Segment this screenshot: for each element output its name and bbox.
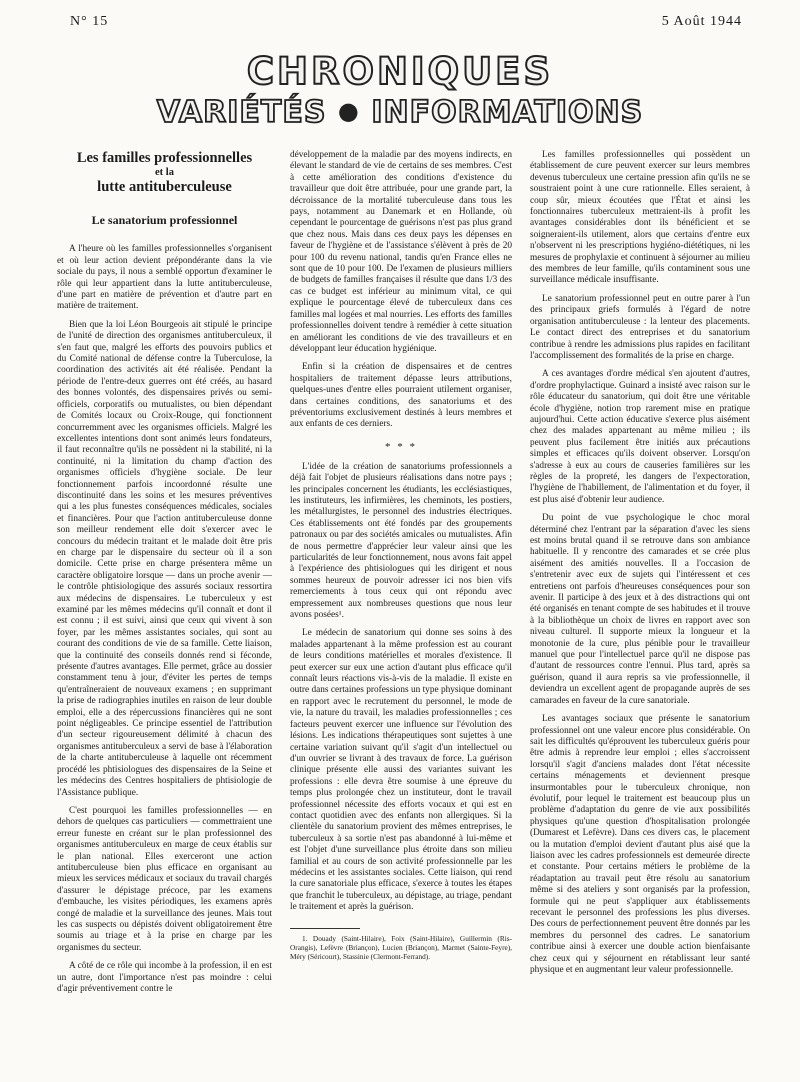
bullet-icon: ●	[337, 97, 360, 125]
issue-date: 5 Août 1944	[661, 14, 742, 29]
paragraph: A l'heure où les familles professionnelles s'organisent et où leur action devient prépondérante dans la vie sociale du pays, il nous a semblé opportun d'examiner le rôle qui leur appartient dans la lutte antituberculeuse, d'une part en matière de prévention et d'autre part en matière de traitement.	[57, 244, 272, 312]
page-header	[70, 14, 742, 36]
column-2	[290, 150, 512, 961]
section-separator: * * *	[385, 440, 417, 453]
article-title	[57, 150, 272, 195]
paragraph: L'idée de la création de sanatoriums professionnels a déjà fait l'objet de plusieurs réalisations dans notre pays ; les principales concernent les étudiants, les ecclésiastiques, les instituteurs, les infirmières, les cheminots, les postiers, les métallurgistes, le personnel des industries électriques. Ces établissements ont été fondés par des groupements patronaux ou par des sociétés amicales ou mutualistes. Afin de nous permettre d'apprécier leur valeur ainsi que les particularités de leur fonctionnement, nous avons fait appel à l'expérience des phtisiologues qui les dirigent et nous sommes heureux de pouvoir adresser ici nos bien vifs remerciements à tous ceux qui ont répondu avec empressement aux nombreuses questions que nous leur avons posées¹.	[290, 461, 512, 621]
footnote-rule	[290, 928, 360, 929]
column-1	[57, 148, 272, 995]
footnote: 1. Douady (Saint-Hilaire), Foix (Saint-Hilaire), Guillermin (Ris-Orangis), Lefèvre (Briançon), Lucien (Briançon), Marmet (Sainte-Feyre), Méry (Séricourt), Stassinie (Clermont-Ferrand).	[290, 933, 512, 961]
paragraph: Le sanatorium professionnel peut en outre parer à l'un des principaux griefs formulés à l'égard de notre organisation antituberculeuse : la lenteur des placements. Le contact direct des entreprises et du sanatorium contribue à rendre les admissions plus rapides en facilitant l'accomplissement des formalités de la prise en charge.	[530, 293, 750, 361]
masthead-subtitle	[0, 94, 800, 133]
masthead-varietes: VARIÉTÉS	[156, 95, 327, 130]
paragraph: A côté de ce rôle qui incombe à la profession, il en est un autre, dont l'importance n'est pas moindre : celui d'agir préventivement contre le	[57, 961, 272, 994]
masthead	[0, 52, 800, 133]
masthead-title: CHRONIQUES	[246, 50, 554, 93]
paragraph: Les familles professionnelles qui possèdent un établissement de cure peuvent exercer sur leurs membres devenus tuberculeux une certaine pression afin qu'ils ne se soustraient point à une cure rationnelle. Elles seraient, à coup sûr, mieux écoutées que l'État et ainsi les fonctionnaires tuberculeux mettraient-ils à profit les avantages considérables dont ils bénéficient et se soigneraient-ils utilement, alors que certains d'entre eux n'observent ni les prescriptions hygiéno-diététiques, ni les mesures de prophylaxie et continuent à séjourner au milieu des membres de leur famille, qu'ils contaminent sous une surveillance médicale insuffisante.	[530, 150, 750, 286]
article-title-line1: Les familles professionnelles	[76, 150, 253, 166]
masthead-informations: INFORMATIONS	[371, 95, 644, 130]
paragraph: Les avantages sociaux que présente le sanatorium professionnel ont une valeur encore plus considérable. On sait les difficultés qu'éprouvent les tuberculeux guéris pour être admis à reprendre leur emploi ; elles s'accroissent lorsqu'il s'agit d'anciens malades dont l'état nécessite certains ménagements et deviennent presque insurmontables pour le tuberculeux chronique, non évolutif, pour lequel le traitement est beaucoup plus un problème d'adaptation du genre de vie aux possibilités physiques qu'une question d'hospitalisation prolongée (Dumarest et Lefèvre). Dans ces divers cas, le placement ou la mutation d'emploi devient d'autant plus aisé que la liaison avec les cadres professionnels est demeurée directe et constante. Pour certains métiers le problème de la réadaptation au travail peut être résolu au sanatorium même si des ateliers y sont organisés par la profession, formule qui ne peut s'appliquer aux établissements recevant le personnel des professions les plus diverses. Des cours de perfectionnement peuvent être donnés par les membres du personnel des cadres. Le sanatorium contribue ainsi à exercer une double action bienfaisante chez ceux qui y séjournent en rétablissant leur santé physique et en augmentant leur valeur professionnelle.	[530, 714, 750, 976]
paragraph: A ces avantages d'ordre médical s'en ajoutent d'autres, d'ordre prophylactique. Guinard a insisté avec raison sur le rôle éducateur du sanatorium, qui doit être une véritable école d'hygiène, notion trop rarement mise en pratique aujourd'hui. Cette action éducative s'exerce plus aisément chez des malades appartenant au même milieu ; ils peuvent plus facilement être initiés aux précautions simples et efficaces qu'ils doivent observer. Lorsqu'on s'adresse à eux au cours de causeries familières sur les règles de la propreté, les dangers de l'expectoration, l'hygiène de l'habillement, de l'alimentation et du foyer, il est plus aisé d'obtenir leur audience.	[530, 369, 750, 505]
paragraph: C'est pourquoi les familles professionnelles — en dehors de quelques cas particuliers — commettraient une erreur funeste en créant sur le plan professionnel des organismes antituberculeux en marge de ceux établis sur le plan national. Elles exerceront une action antituberculeuse bien plus efficace en organisant au mieux les services médicaux et sociaux du travail chargés d'assurer le dépistage précoce, par les examens d'embauche, les visites périodiques, les examens après congé de maladie et la surveillance des jeunes. Mais tout les cas suspects ou dépistés doivent obligatoirement être soumis au triage et à la prise en charge par les organismes du secteur.	[57, 805, 272, 953]
paragraph: Bien que la loi Léon Bourgeois ait stipulé le principe de l'unité de direction des organismes antituberculeux, il s'en faut que, malgré les efforts des pouvoirs publics et du Comité national de défense contre la Tuberculose, la coordination des activités ait été réalisée. Pendant la période de l'entre-deux guerres ont été créés, au hasard des bonnes volontés, des dispensaires privés ou semi-officiels, corporatifs ou mutualistes, ou bien dépendant de Comités locaux ou Croix-Rouge, qui fonctionnent concurremment avec les organismes officiels. Malgré les excellentes intentions dont sont animés leurs fondateurs, il faut reconnaître qu'ils ne possèdent ni la stabilité, ni la continuité, ni la limitation du champ d'action des organismes officiels d'hygiène sociale. De leur fonctionnement parfois incoordonné résulte une discontinuité dans les soins et les mesures préventives qui a les plus funestes conséquences médicales, sociales et financières. Pour que l'action antituberculeuse donne son meilleur rendement elle doit s'exercer avec le concours du médecin traitant et le malade doit être pris en charge par le dispensaire du secteur où il a son domicile. Cette prise en charge présentera même un caractère obligatoire lorsque — dans un proche avenir — le contrôle phtisiologique des assurés sociaux ressortira aux médecins de dispensaires. Le tuberculeux y est examiné par les mêmes médecins qu'il connaît et dont il est connu ; il est suivi, ainsi que ceux qui vivent à son foyer, par les mêmes assistantes sociales, qui sont au courant des conditions de vie de sa famille. Cette liaison, que la continuité des conseils donnés rend si féconde, présente d'autres avantages. Elle permet, grâce au dossier constamment tenu à jour, d'éviter les pertes de temps qu'entraîneraient de nouveaux examens ; en supprimant la prise de radiographies inutiles en raison de leur double emploi, elle a des répercussions financières qui ne sont point négligeables. Ce principe essentiel de l'attribution d'un secteur rigoureusement délimité à chacun des organismes antituberculeux a servi de base à l'élaboration de la charte antituberculeuse à laquelle ont récemment procédé les phtisiologues des dispensaires de la Seine et les médecins des Centres hospitaliers de phtisiologie de l'Assistance publique.	[57, 319, 272, 798]
paragraph: développement de la maladie par des moyens indirects, en élevant le standard de vie de certains de ses membres. C'est à cette amélioration des conditions d'existence du travailleur que doit être attribuée, pour une grande part, la décroissance de la mortalité tuberculeuse dans tous les pays, notamment au Danemark et en Hollande, où cependant le pourcentage de guérisons n'est pas plus grand que chez nous. Mais dans ces deux pays les dépenses en faveur de l'hygiène et de l'assistance s'élèvent à près de 20 pour 100 du revenu national, tandis qu'en France elles ne sont que de 10 pour 100. De l'examen de plusieurs milliers de budgets de familles françaises il résulte que dans 1/3 des cas ce budget est inférieur au minimum vital, ce qui explique le pourcentage élevé de tuberculeux dans ces familles mal logées et mal nourries. Les efforts des familles professionnelles doivent tendre à remédier à cette situation en améliorant les conditions de vie des travailleurs et en développant leur éducation hygiénique.	[290, 150, 512, 354]
article-title-line2: et la	[155, 167, 174, 178]
article-title-line3: lutte antituberculeuse	[97, 179, 232, 195]
paragraph: Enfin si la création de dispensaires et de centres hospitaliers de traitement dépasse leurs attributions, quelques-unes d'entre elles pourraient utilement organiser, dans certaines conditions, des sanatoriums et des préventoriums exclusivement destinés à leurs membres et aux enfants de ces derniers.	[290, 362, 512, 430]
issue-number: N° 15	[70, 14, 109, 29]
paragraph: Du point de vue psychologique le choc moral déterminé chez l'entrant par la séparation d'avec les siens est moins brutal quand il se retrouve dans son ambiance habituelle. Il y rencontre des camarades et se crée plus aisément des amitiés nouvelles. Il a l'occasion de s'entretenir avec eux de sujets qui l'intéressent et ces entretiens ont parfois d'heureuses conséquences pour son avenir. Il participe à des jeux et à des distractions qui ont été organisés en tenant compte de ses habitudes et il trouve à la bibliothèque un choix de livres en rapport avec son niveau culturel. Il supporte mieux la longueur et la monotonie de la cure, plus pénible pour le travailleur manuel que pour l'intellectuel parce qu'il ne dispose pas d'autant de ressources contre l'ennui. Plus tard, après sa guérison, quand il aura repris sa vie professionnelle, il deviendra un excellent agent de propagande auprès de ses camarades en faveur de la cure sanatoriale.	[530, 513, 750, 706]
article-subtitle: Le sanatorium professionnel	[91, 213, 238, 227]
column-3	[530, 150, 750, 976]
paragraph: Le médecin de sanatorium qui donne ses soins à des malades appartenant à la même profession est au courant de leurs conditions matérielles et morales d'existence. Il peut exercer sur eux une action d'autant plus efficace qu'il connaît leurs réactions vis-à-vis de la maladie. Il existe en outre dans certaines professions un type physique dominant en rapport avec le recrutement du personnel, le mode de vie, la nature du travail, les maladies professionnelles ; ces facteurs peuvent exercer une influence sur l'évolution des lésions. Les indications thérapeutiques sont sujettes à une certaine variation suivant qu'il s'agit d'un intellectuel ou d'un ouvrier se livrant à des travaux de force. La guérison clinique présente elle aussi des variantes suivant les professions : elle devra être soumise à une épreuve du temps plus prolongée chez un instituteur, dont le travail professionnel nécessite des efforts vocaux et qui est en contact quotidien avec des enfants non allergiques. Si la clientèle du sanatorium provient des mêmes entreprises, le tuberculeux à sa sortie n'est pas abandonné à lui-même et est l'objet d'une surveillance plus étroite dans son milieu familial et au cours de son activité professionnelle par les médecins et les assistantes sociales. Cette liaison, qui rend la cure sanatoriale plus efficace, s'exerce à toutes les étapes que franchit le tuberculeux, au dépistage, au triage, pendant le traitement et après la guérison.	[290, 628, 512, 913]
